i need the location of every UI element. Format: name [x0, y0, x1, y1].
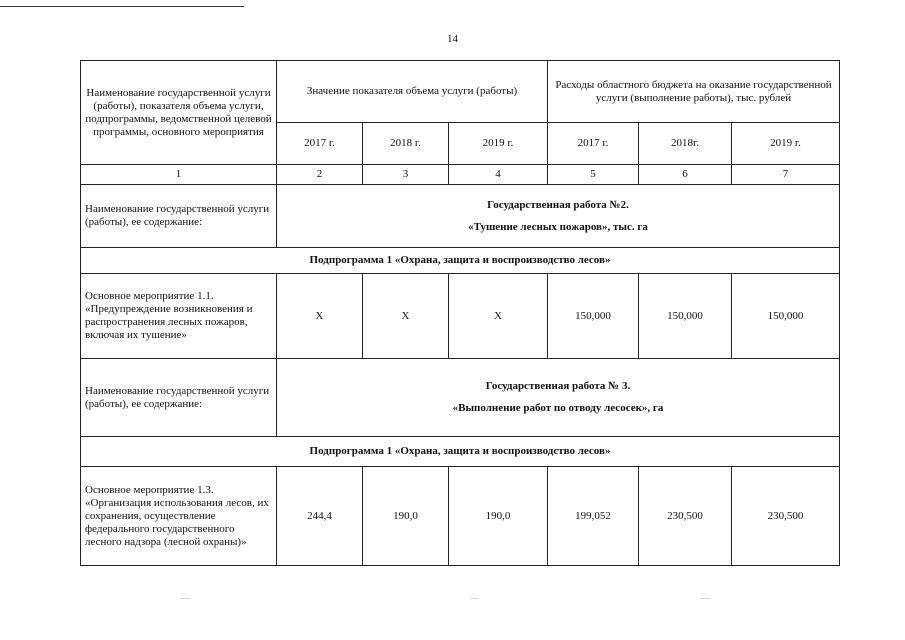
column-number: 4 [449, 165, 548, 185]
work-row [81, 185, 840, 248]
header-year-expense-2017: 2017 г. [548, 123, 639, 165]
activity-name: Основное мероприятие 1.1. «Предупреждение возникновения и распространения лесных пожаров, включая их тушение» [81, 274, 277, 359]
work-title: Государственная работа № 3. [485, 380, 631, 392]
work-row [81, 359, 840, 437]
column-number: 3 [363, 165, 449, 185]
subprogram-title: Подпрограмма 1 «Охрана, защита и воспроизводство лесов» [81, 437, 840, 467]
service-label: Наименование государственной услуги (работы), ее содержание: [81, 185, 277, 248]
column-number: 6 [639, 165, 732, 185]
work-title-cell [277, 359, 840, 437]
subprogram-row [81, 248, 840, 274]
expense-2017: 199,052 [548, 467, 639, 566]
subprogram-title: Подпрограмма 1 «Охрана, защита и воспроизводство лесов» [81, 248, 840, 274]
header-year-volume-2019: 2019 г. [449, 123, 548, 165]
activity-name: Основное мероприятие 1.3. «Организация использования лесов, их сохранения, осуществление федерального государственного лесного надзора (лесной охраны)» [81, 467, 277, 566]
header-volume-group: Значение показателя объема услуги (работы) [277, 61, 548, 123]
expense-2019: 230,500 [732, 467, 840, 566]
service-label: Наименование государственной услуги (работы), ее содержание: [81, 359, 277, 437]
column-number: 5 [548, 165, 639, 185]
work-title: Государственная работа №2. [487, 198, 629, 211]
scan-artifact [700, 598, 710, 599]
volume-2018: Х [363, 274, 449, 359]
volume-2017: 244,4 [277, 467, 363, 566]
work-name: «Выполнение работ по отводу лесосек», га [452, 402, 664, 414]
scan-artifact [180, 598, 190, 599]
work-name: «Тушение лесных пожаров», тыс. га [468, 220, 648, 233]
work-title-cell [277, 185, 840, 248]
column-number: 1 [81, 165, 277, 185]
scan-artifact [470, 598, 478, 599]
column-number: 7 [732, 165, 840, 185]
activity-row [81, 274, 840, 359]
volume-2019: 190,0 [449, 467, 548, 566]
header-name-column: Наименование государственной услуги (работы), показателя объема услуги, подпрограммы, ведомственной целевой программы, основного мероприятия [81, 61, 277, 165]
volume-2017: Х [277, 274, 363, 359]
column-number: 2 [277, 165, 363, 185]
volume-2018: 190,0 [363, 467, 449, 566]
volume-2019: Х [449, 274, 548, 359]
header-row-groups [81, 61, 840, 123]
header-expense-group: Расходы областного бюджета на оказание государственной услуги (выполнение работы), тыс. рублей [548, 61, 840, 123]
budget-table [80, 60, 840, 566]
activity-row [81, 467, 840, 566]
expense-2017: 150,000 [548, 274, 639, 359]
header-year-expense-2018: 2018г. [639, 123, 732, 165]
header-year-volume-2017: 2017 г. [277, 123, 363, 165]
column-numbers-row [81, 165, 840, 185]
subprogram-row [81, 437, 840, 467]
expense-2018: 150,000 [639, 274, 732, 359]
header-year-expense-2019: 2019 г. [732, 123, 840, 165]
header-year-volume-2018: 2018 г. [363, 123, 449, 165]
expense-2019: 150,000 [732, 274, 840, 359]
page-number: 14 [447, 33, 458, 45]
top-rule [0, 6, 244, 7]
expense-2018: 230,500 [639, 467, 732, 566]
